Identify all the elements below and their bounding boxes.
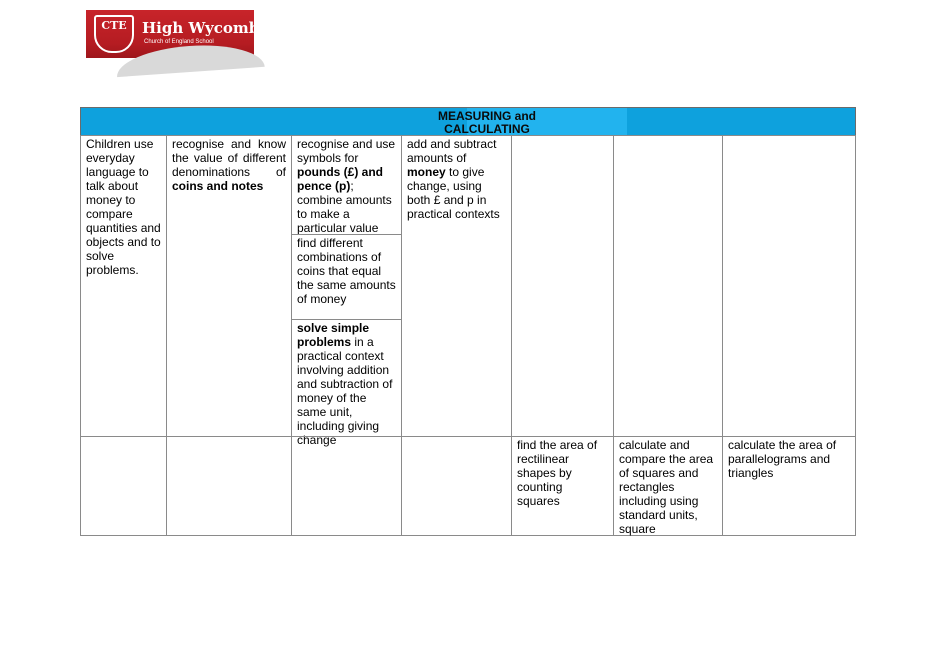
school-logo xyxy=(86,10,269,58)
logo-crest: CTE xyxy=(94,15,134,53)
table-header-title: MEASURING and CALCULATING xyxy=(437,109,536,136)
row1-col4-bold: money xyxy=(407,165,446,179)
row1-col3c-cell xyxy=(291,319,402,447)
row1-col4-cell xyxy=(401,135,512,437)
row2-col1-cell xyxy=(80,436,167,536)
row1-col4-text: add and subtract amounts of xyxy=(407,137,497,165)
row2-col7-cell xyxy=(722,436,856,536)
row1-col4-post: to give change, using both £ and p in practical contexts xyxy=(407,165,500,221)
row1-col7-cell xyxy=(722,135,856,437)
row1-col6-cell xyxy=(613,135,723,437)
row1-col3a-post: ; combine amounts to make a particular value xyxy=(297,179,392,235)
row2-col3-cell xyxy=(291,436,402,536)
row1-col5-cell xyxy=(511,135,614,437)
logo-subtitle: Church of England School xyxy=(144,39,214,45)
row1-col3b-cell xyxy=(291,234,402,320)
row1-col1-cell xyxy=(80,135,167,437)
row1-col3a-bold: pounds (£) and pence (p) xyxy=(297,165,383,193)
row2-col6-text: calculate and compare the area of squares and rectangles including using standard units, square xyxy=(619,438,714,536)
row1-col2-text: recognise and know the value of different denominations of xyxy=(172,137,286,179)
row1-col3a-cell xyxy=(291,135,402,235)
row2-col4-cell xyxy=(401,436,512,536)
logo-swoosh xyxy=(115,41,264,77)
row1-col3c-text: in a practical context involving addition and subtraction of money of the same unit, including giving change xyxy=(297,335,393,447)
row1-col3c-bold: solve simple problems xyxy=(297,321,370,349)
row1-col1-text: Children use everyday language to talk about money to compare quantities and objects and to solve problems. xyxy=(86,137,161,277)
row1-col3b-text: find different combinations of coins that equal the same amounts of money xyxy=(297,236,396,306)
logo-school-name: High Wycombe xyxy=(142,19,269,37)
row2-col7-text: calculate the area of parallelograms and triangles xyxy=(728,438,837,480)
row2-col5-cell xyxy=(511,436,614,536)
row1-col2-bold: coins and notes xyxy=(172,179,264,193)
row2-col2-cell xyxy=(166,436,292,536)
row2-col6-cell xyxy=(613,436,723,536)
row2-col5-text: find the area of rectilinear shapes by counting squares xyxy=(517,438,598,508)
row1-col3a-text: recognise and use symbols for xyxy=(297,137,396,165)
table-header xyxy=(80,107,856,136)
row1-col2-cell xyxy=(166,135,292,437)
